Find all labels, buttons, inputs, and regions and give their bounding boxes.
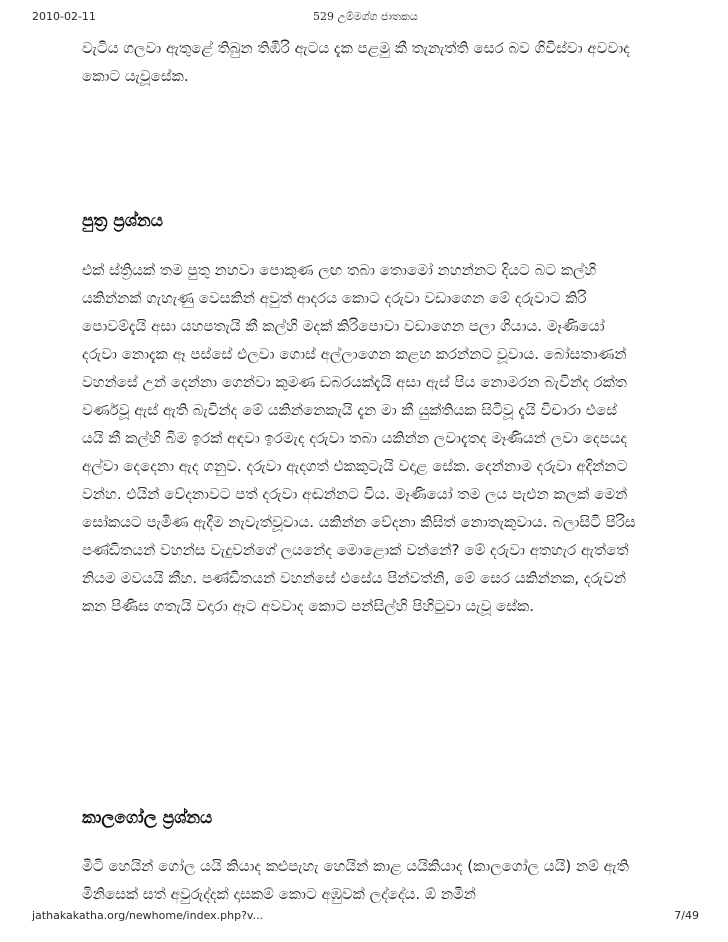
print-page-title: 529 උම්මග්ග ජාතකය bbox=[313, 10, 418, 23]
print-header bbox=[0, 10, 728, 26]
section-paragraph-putra: එක් ස්ත්‍රියක් තම පුතු නහවා පොකුණ ලඟ තබා තොමෝ නහන්නට දියට බට කල්හි යකින්නක් ගැහැණු වෙසකින් අවුත් ආදරය කොට දරුවා වඩාගෙන මේ දරුවාට කිරි පොවම්දැයි අසා යහපතැයි කී කල්හි මදක් කිරිපොවා වඩාගෙන පලා ගියාය. මෑණියෝ දරුවා නොදැක ඈ පස්සේ එලවා ගොස් අල්ලාගෙන කළහ කරන්නට වූවාය. බෝසතාණන් වහන්සේ උන් දෙන්නා ගෙන්වා කුමණ ඩබරයක්දැයි අසා ඇස් පිය නොමරන බැවින්ද රක්ත වර්ණවූ ඇස් ඇති බැවින්ද මේ යකින්නෙකැයි දැන මා කී යුක්තියක සිටිවූ දැයි විචාරා එසේ යයි කී කල්හි බිම ඉරක් අඳවා ඉරමැද දරුවා තබා යකින්න ලවාදැතද මෑණියන් ලවා දෙපයද අල්වා දෙදෙනා ඇද ගනුව. දරුවා ඇදගත් එකකුටැයි වදාළ සේක. දෙන්නාම දරුවා අදින්නට වන්හ. එයින් වේදනාවට පත් දරුවා අඬන්නට විය. මෑණියෝ තම ලය පැළුන කලක් මෙන් සෝකයට පැමිණ ඇදීම නැවැත්වූවාය. යකින්න වේදනා කිසිත් නොතැකුවාය. බලාසිටි පිරිස පණ්ඩිතයන් වහන්ස වැදුවන්ගේ ලයනේද මොළොක් වන්නේ? මේ දරුවා අතහැර ඇත්තේ නියම මවයයි කීහ. පණ්ඩිතයන් වහන්සේ එසේය පින්වත්නි, මේ සෙර යකින්නක, දරුවන් කන පිණිස ගතැයි වදාරා ඈට අවවාද කොට පන්සිල්හි පිහිටුවා යැවූ සේක. bbox=[82, 261, 636, 615]
print-footer bbox=[0, 909, 728, 925]
print-url: jathakakatha.org/newhome/index.php?v... bbox=[32, 909, 264, 922]
intro-paragraph-container bbox=[82, 34, 642, 90]
section-heading-kalagola: කාලගෝල ප්‍රශ්නය bbox=[82, 808, 213, 828]
print-date: 2010-02-11 bbox=[32, 10, 96, 23]
section-paragraph-kalagola: මිටි හෙයින් ගෝල යයි කියාද කළුපැහැ හෙයින් කාළ යයිකියාද (කාලගෝල යයි) නම් ඇති මිනිසෙක් සත් අවුරුද්දක් දාසකම් කොට අඹුවක් ලද්දේය. ඕ නමින් bbox=[82, 857, 629, 903]
intro-paragraph: වැටිය ගලවා ඇතුළේ තිබුන තිඹිරි ඇටය දැක පළමු කී තැනැත්ති සෙර බව ගිවිස්වා අවවාද කොට යැවූසේක. bbox=[82, 39, 630, 85]
section-heading-putra: පුත්‍ර ප්‍රශ්නය bbox=[82, 211, 163, 231]
page-number: 7/49 bbox=[674, 909, 699, 922]
